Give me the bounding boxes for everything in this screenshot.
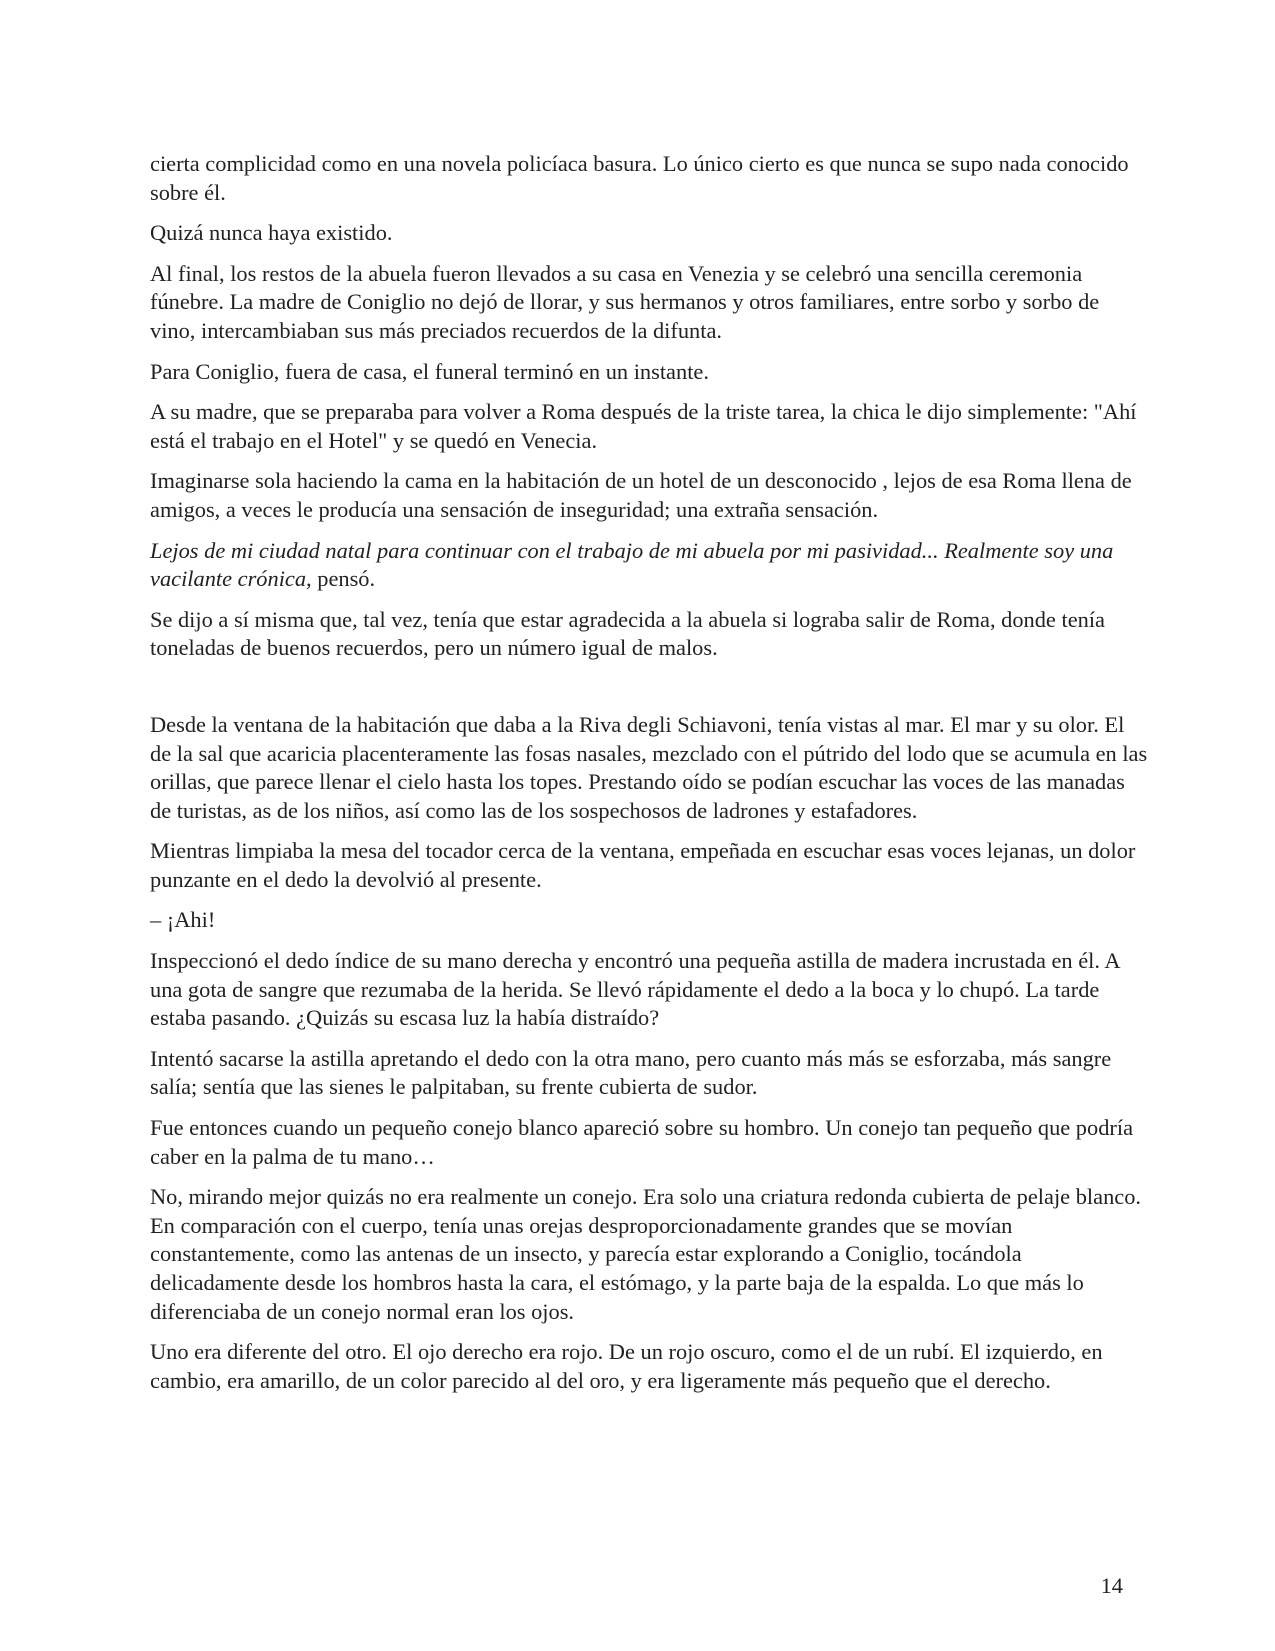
thought-italic: Lejos de mi ciudad natal para continuar con el trabajo de mi abuela por mi pasividad... Realmente soy una vacilante crónica, bbox=[150, 537, 1114, 592]
paragraph-2: Quizá nunca haya existido. bbox=[150, 220, 393, 246]
thought-paragraph bbox=[150, 537, 1150, 594]
paragraph-14: Fue entonces cuando un pequeño conejo blanco apareció sobre su hombro. Un conejo tan pequeño que podría caber en la palma de tu mano… bbox=[150, 1115, 1134, 1169]
paragraph-8: Se dijo a sí misma que, tal vez, tenía que estar agradecida a la abuela si lograba salir de Roma, donde tenía toneladas de buenos recuerdos, pero un número igual de malos. bbox=[150, 606, 1105, 661]
thought-tail: pensó. bbox=[311, 566, 376, 592]
paragraph-9: Desde la ventana de la habitación que daba a la Riva degli Schiavoni, tenía vistas al mar. El mar y su olor. El de la sal que acaricia placenteramente las fosas nasales, mezclado con el pútrido del lodo que se acumula en las orillas, que parece llenar el cielo hasta los topes. Prestando oído se podían escuchar las voces de las manadas de turistas, as de los niños, así como las de los sospechosos de ladrones y estafadores. bbox=[150, 711, 1148, 823]
paragraph-13: Intentó sacarse la astilla apretando el dedo con la otra mano, pero cuanto más más se esforzaba, más sangre salía; sentía que las sienes le palpitaban, su frente cubierta de sudor. bbox=[150, 1045, 1112, 1100]
page-number: 14 bbox=[1100, 1573, 1123, 1598]
paragraph-4: Para Coniglio, fuera de casa, el funeral terminó en un instante. bbox=[150, 358, 709, 384]
paragraph-5: A su madre, que se preparaba para volver a Roma después de la triste tarea, la chica le dijo simplemente: "Ahí está el trabajo en el Hotel" y se quedó en Venecia. bbox=[150, 399, 1137, 453]
paragraph-1: cierta complicidad como en una novela policíaca basura. Lo único cierto es que nunca se supo nada conocido sobre él. bbox=[150, 151, 1129, 205]
paragraph-16: Uno era diferente del otro. El ojo derecho era rojo. De un rojo oscuro, como el de un rubí. El izquierdo, en cambio, era amarillo, de un color parecido al del oro, y era ligeramente más pequeño que el derecho. bbox=[150, 1339, 1103, 1393]
paragraph-15: No, mirando mejor quizás no era realmente un conejo. Era solo una criatura redonda cubierta de pelaje blanco. En comparación con el cuerpo, tenía unas orejas desproporcionadamente grandes que se movían constantemente, como las antenas de un insecto, y parecía estar explorando a Coniglio, tocándola delicadamente desde los hombros hasta la cara, el estómago, y la parte baja de la espalda. Lo que más lo diferenciaba de un conejo normal eran los ojos. bbox=[150, 1184, 1141, 1324]
paragraph-3: Al final, los restos de la abuela fueron llevados a su casa en Venezia y se celebró una sencilla ceremonia fúnebre. La madre de Coniglio no dejó de llorar, y sus hermanos y otros familiares, entre sorbo y sorbo de vino, intercambiaban sus más preciados recuerdos de la difunta. bbox=[150, 260, 1100, 343]
paragraph-10: Mientras limpiaba la mesa del tocador cerca de la ventana, empeñada en escuchar esas voces lejanas, un dolor punzante en el dedo la devolvió al presente. bbox=[150, 838, 1136, 892]
paragraph-6: Imaginarse sola haciendo la cama en la habitación de un hotel de un desconocido , lejos de esa Roma llena de amigos, a veces le producía una sensación de inseguridad; una extraña sensación. bbox=[150, 468, 1132, 522]
exclamation-line: – ¡Ahi! bbox=[150, 907, 216, 933]
page-body bbox=[150, 150, 1150, 1407]
paragraph-12: Inspeccionó el dedo índice de su mano derecha y encontró una pequeña astilla de madera incrustada en él. A una gota de sangre que rezumaba de la herida. Se llevó rápidamente el dedo a la boca y lo chupó. La tarde estaba pasando. ¿Quizás su escasa luz la había distraído? bbox=[150, 948, 1120, 1031]
